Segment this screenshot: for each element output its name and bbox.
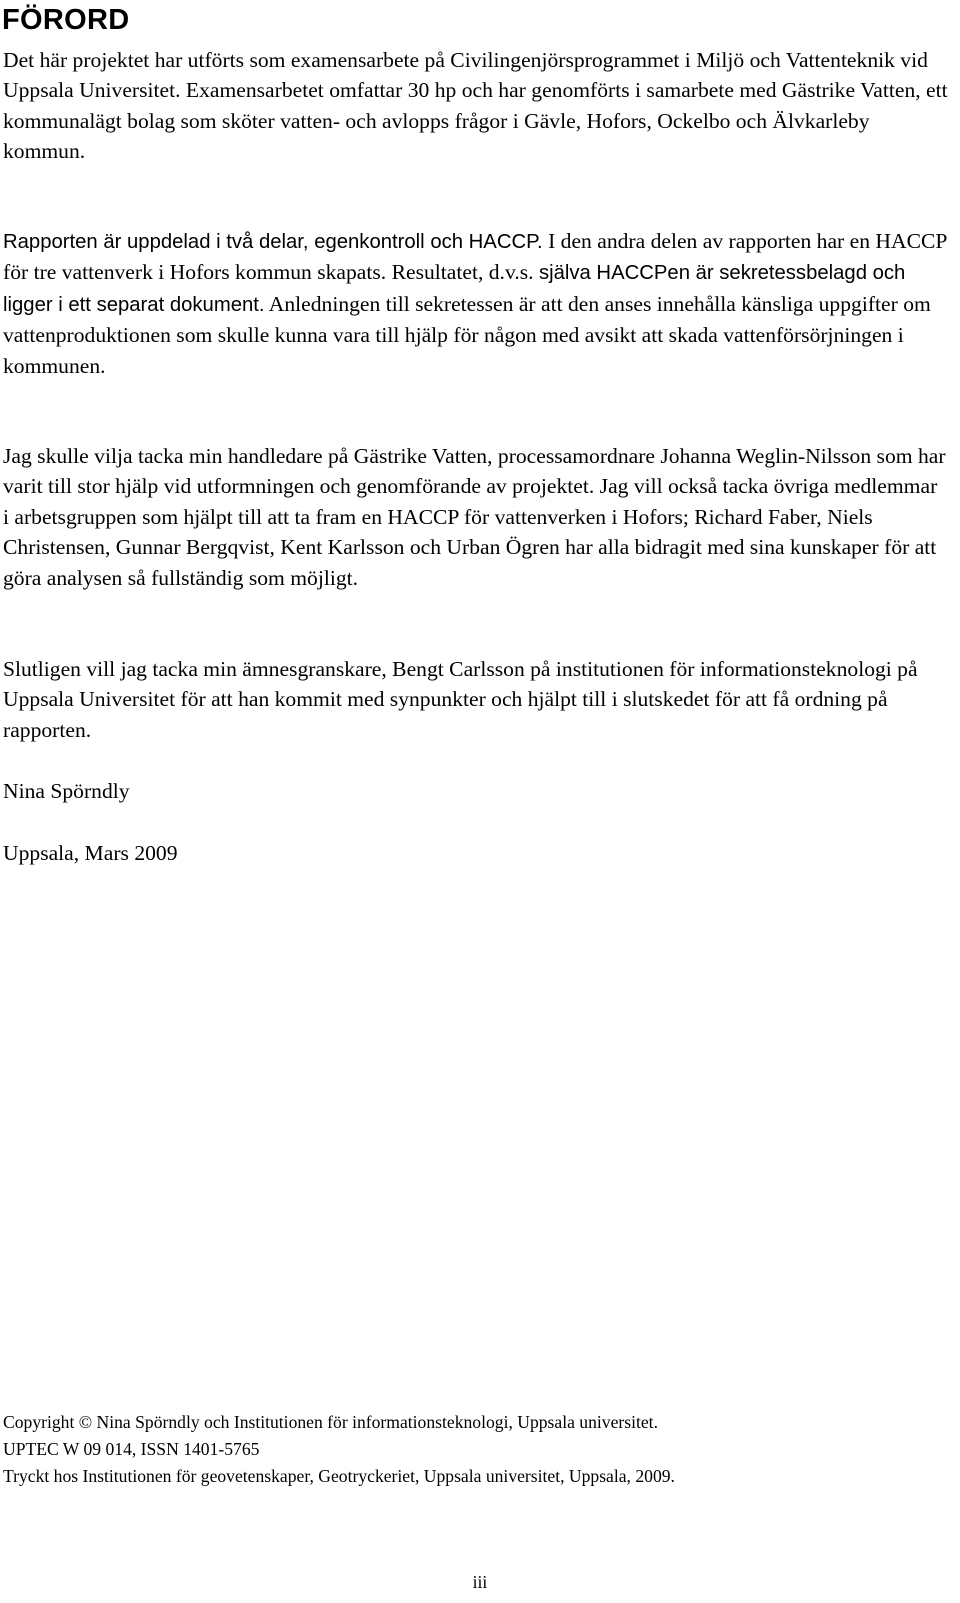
page-heading: FÖRORD: [2, 4, 130, 36]
paragraph-report-structure-part4: Anledningen till sekretessen är att den anses innehålla känsliga uppgifter om vattenproduktionen som skulle kunna vara till hjälp för någon med avsikt att skada vattenförsörjningen i kommunen.: [3, 291, 931, 378]
signature-author: Nina Spörndly: [3, 779, 130, 803]
paragraph-reviewer-thanks: Slutligen vill jag tacka min ämnesgranskare, Bengt Carlsson på institutionen för informationsteknologi på Uppsala Universitet för att han kommit med synpunkter och hjälpt till i slutskedet för att få ordning på rapporten.: [3, 657, 918, 742]
paragraph-intro: Det här projektet har utförts som examensarbete på Civilingenjörsprogrammet i Miljö och Vattenteknik vid Uppsala Universitet. Examensarbetet omfattar 30 hp och har genomförts i samarbete med Gästrike Vatten, ett kommunalägt bolag som sköter vatten- och avlopps frågor i Gävle, Hofors, Ockelbo och Älvkarleby kommun.: [3, 48, 948, 164]
colophon-series: UPTEC W 09 014, ISSN 1401-5765: [3, 1439, 260, 1459]
colophon-copyright: Copyright © Nina Spörndly och Institutionen för informationsteknologi, Uppsala universitet.: [3, 1412, 658, 1432]
paragraph-report-structure: [3, 226, 948, 381]
paragraph-acknowledgements: Jag skulle vilja tacka min handledare på Gästrike Vatten, processamordnare Johanna Weglin-Nilsson som har varit till stor hjälp vid utformningen och genomförande av projektet. Jag vill också tacka övriga medlemmar i arbetsgruppen som hjälpt till att ta fram en HACCP för vattenverken i Hofors; Richard Faber, Niels Christensen, Gunnar Bergqvist, Kent Karlsson och Urban Ögren har alla bidragit med sina kunskaper för att göra analysen så fullständig som möjligt.: [3, 444, 946, 590]
colophon: [3, 1409, 948, 1490]
signature-place-date: Uppsala, Mars 2009: [3, 841, 178, 865]
colophon-printer: Tryckt hos Institutionen för geovetenskaper, Geotryckeriet, Uppsala universitet, Uppsala, 2009.: [3, 1466, 675, 1486]
paragraph-report-structure-part2: I den andra delen av rapporten har en HACCP för tre vattenverk i Hofors kommun skapats. Resultatet, d.v.s.: [3, 229, 947, 285]
paragraph-report-structure-part3: själva HACCPen är sekretessbelagd och ligger i ett separat dokument.: [3, 262, 906, 316]
paragraph-report-structure-part1: Rapporten är uppdelad i två delar, egenkontroll och HACCP.: [3, 231, 543, 253]
page-number: iii: [472, 1572, 488, 1592]
